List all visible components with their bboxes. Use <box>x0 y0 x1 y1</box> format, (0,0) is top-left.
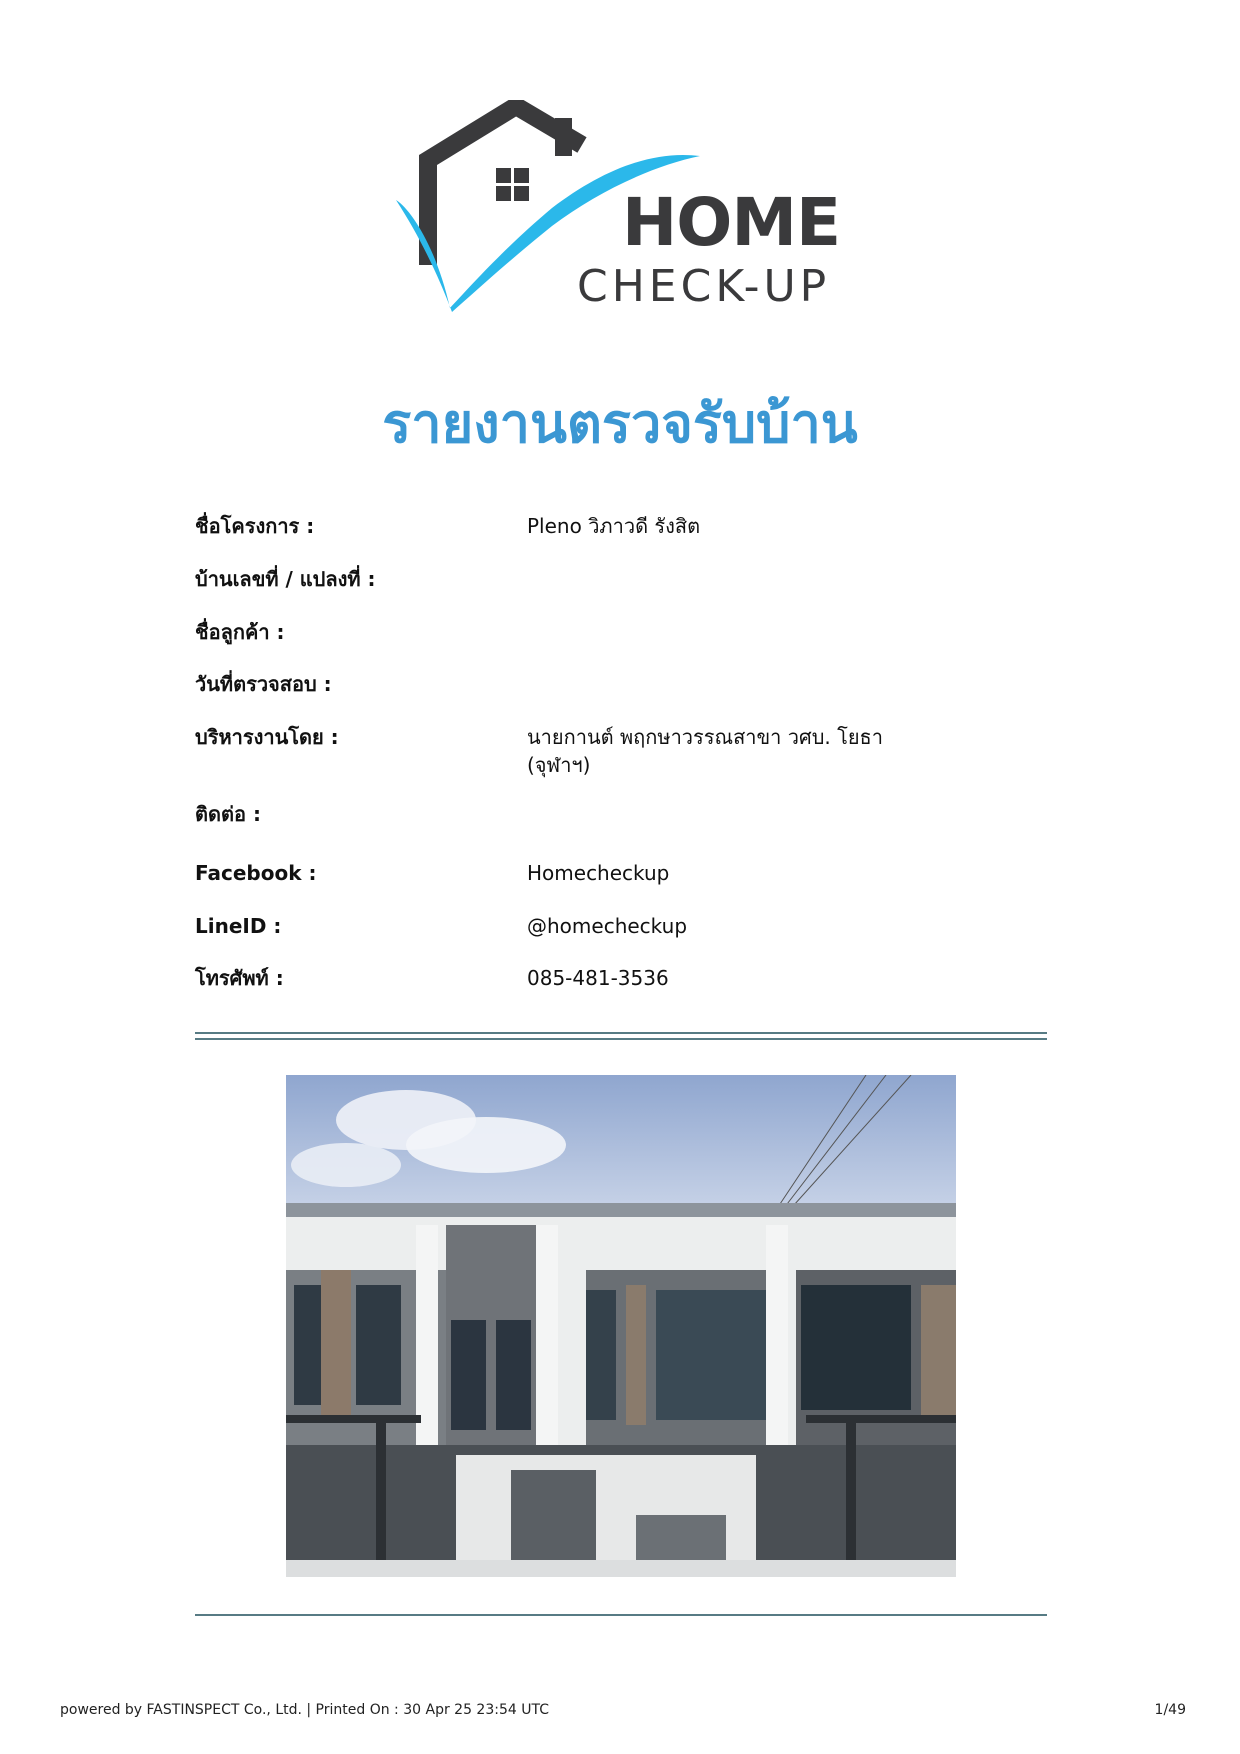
divider-top-1 <box>195 1032 1047 1034</box>
field-value: Homecheckup <box>527 861 670 885</box>
brand-line-1: HOME <box>622 184 841 261</box>
field-label: โทรศัพท์ : <box>195 966 284 990</box>
divider-bottom <box>195 1614 1047 1616</box>
field-value: 085-481-3536 <box>527 966 669 990</box>
field-label: Facebook : <box>195 861 317 885</box>
divider-top-2 <box>195 1038 1047 1040</box>
field-value: Pleno วิภาวดี รังสิต <box>527 514 701 538</box>
footer-printed-info: powered by FASTINSPECT Co., Ltd. | Printed On : 30 Apr 25 23:54 UTC <box>60 1702 549 1718</box>
field-value: นายกานต์ พฤกษาวรรณสาขา วศบ. โยธา (จุฬาฯ) <box>527 725 883 777</box>
field-label: LineID : <box>195 914 282 938</box>
report-title: รายงานตรวจรับบ้าน <box>382 392 858 455</box>
page-number: 1/49 <box>1154 1702 1186 1718</box>
field-label: วันที่ตรวจสอบ : <box>195 672 332 696</box>
field-label: ชื่อลูกค้า : <box>195 620 285 644</box>
company-logo <box>392 100 842 320</box>
field-value: @homecheckup <box>527 914 688 938</box>
field-label: ชื่อโครงการ : <box>195 514 315 538</box>
field-label: ติดต่อ : <box>195 802 261 826</box>
field-label: บริหารงานโดย : <box>195 725 339 749</box>
house-photo <box>286 1075 956 1577</box>
field-label: บ้านเลขที่ / แปลงที่ : <box>195 567 376 591</box>
brand-line-2: CHECK-UP <box>577 261 831 312</box>
